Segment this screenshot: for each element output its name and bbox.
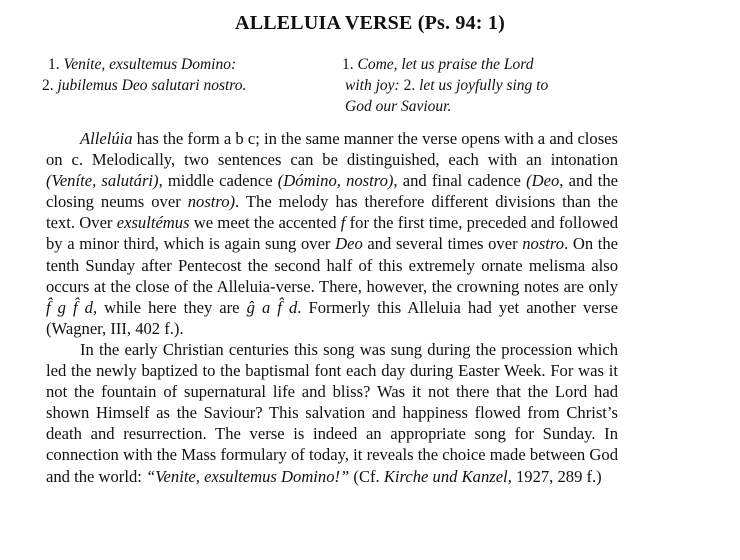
p1-text-8: and several times over bbox=[362, 234, 523, 254]
paragraph-1 bbox=[46, 128, 618, 339]
p1-text-7: for the first time, preceded and followed by a minor third, which is again sung over bbox=[46, 213, 619, 254]
term-exsultemus: exsultémus bbox=[116, 213, 190, 233]
p2-text-2: (Cf. bbox=[349, 466, 384, 486]
latin-line-2 bbox=[42, 75, 330, 96]
p1-text-10: , while here they are bbox=[92, 297, 247, 317]
english-translation bbox=[342, 54, 638, 117]
p1-text-3: , and final cadence bbox=[393, 171, 527, 191]
commentary-body bbox=[46, 128, 618, 487]
term-deo: Deo bbox=[335, 234, 363, 254]
p1-text-4: , and the closing neums over bbox=[46, 171, 618, 212]
p1-text-9: . On the tenth Sunday after Pentecost the second half of this extremely ornate melisma also occurs at the close of the Alleluia-verse. There, however, the crowning notes are only bbox=[46, 234, 619, 296]
heading-title: ALLELUIA VERSE bbox=[235, 12, 413, 34]
latin-line-1-number: 1. bbox=[48, 56, 60, 73]
paragraph-2 bbox=[46, 339, 618, 487]
term-middle-cadence: (Dómino, nostro) bbox=[277, 171, 394, 191]
english-line-2 bbox=[342, 75, 638, 96]
p2-text-3: , 1927, 289 f.) bbox=[507, 466, 602, 486]
quote-venite: “Venite, exsultemus Domino!” bbox=[146, 466, 350, 486]
term-final-cadence: (Deo bbox=[526, 171, 560, 191]
term-alleluia: Allelúia bbox=[80, 129, 133, 148]
english-line-1 bbox=[342, 54, 638, 75]
term-nostro-1: nostro) bbox=[187, 192, 236, 212]
latin-verse bbox=[42, 54, 330, 96]
section-heading bbox=[0, 12, 740, 35]
english-line-3 bbox=[342, 96, 638, 117]
p1-text-11: . Formerly this Alleluia had yet another verse (Wagner, III, 402 f.). bbox=[46, 297, 619, 338]
latin-line-2-text: jubilemus Deo salutari nostro. bbox=[57, 77, 247, 94]
term-notes-1: f̂ g f̂ d bbox=[46, 297, 93, 317]
english-number-1: 1. bbox=[342, 56, 354, 73]
p1-text-2: , middle cadence bbox=[158, 171, 278, 191]
english-text-2b: God our Saviour. bbox=[345, 98, 452, 115]
english-number-2: 2. bbox=[403, 77, 416, 94]
p1-text-6: we meet the accented bbox=[189, 213, 341, 233]
latin-line-1-text: Venite, exsultemus Domino: bbox=[63, 56, 237, 73]
term-notes-2: ĝ a f̂ d bbox=[246, 297, 298, 317]
p1-text-1: has the form a b c; in the same manner the verse opens with a and closes on c. Melodically, two sentences can be distinguished, each with an intonation bbox=[46, 129, 618, 170]
term-intonation: (Veníte, salutári) bbox=[46, 171, 159, 191]
heading-reference: (Ps. 94: 1) bbox=[417, 12, 505, 34]
latin-line-1 bbox=[48, 54, 330, 75]
english-text-2a: let us joyfully sing to bbox=[419, 77, 549, 94]
p1-text-5: . The melody has therefore different divisions than the text. Over bbox=[46, 192, 618, 233]
english-text-1a: Come, let us praise the Lord bbox=[357, 56, 534, 73]
english-text-1b: with joy: bbox=[345, 77, 400, 94]
p2-text-1: In the early Christian centuries this song was sung during the procession which led the newly baptized to the baptismal font each day during Easter Week. For was it not the fountain of supernatural life and bliss? Was it not there that the Lord had shown Himself as the Saviour? This salvation and happiness flowed from Christ’s death and resurrection. The verse is indeed an appropriate song for Sunday. In connection with the Mass formulary of today, it reveals the choice made between God and the world: bbox=[46, 339, 618, 486]
term-nostro-2: nostro bbox=[522, 234, 565, 254]
term-note-f: f bbox=[340, 213, 346, 233]
latin-line-2-number: 2. bbox=[42, 77, 54, 94]
source-title: Kirche und Kanzel bbox=[383, 466, 508, 486]
